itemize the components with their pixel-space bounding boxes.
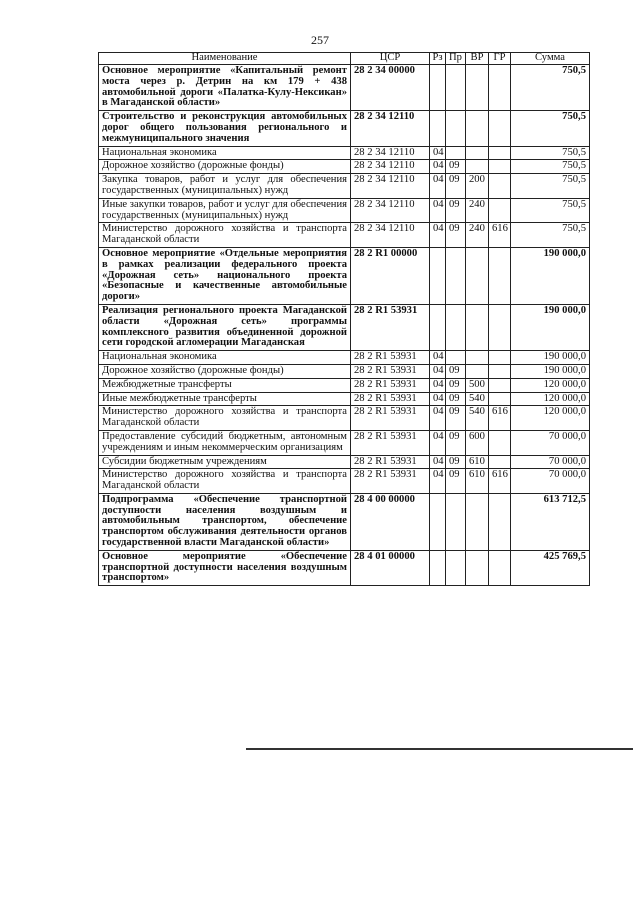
cell-vr [466, 247, 489, 304]
cell-gr [489, 493, 511, 550]
cell-vr: 540 [466, 392, 489, 406]
cell-name: Основное мероприятие «Капитальный ремонт моста через р. Детрин на км 179 + 438 автомобильной дороги «Палатка-Кулу-Нексикан» в Магаданской области» [99, 65, 351, 111]
cell-gr [489, 65, 511, 111]
cell-name: Подпрограмма «Обеспечение транспортной доступности населения воздушным и автомобильным транспортом, обеспечение транспортом обслуживания деятельности органов государственной власти Магаданской области» [99, 493, 351, 550]
cell-sum: 190 000,0 [511, 247, 590, 304]
cell-csr: 28 2 34 12110 [351, 198, 430, 223]
cell-name: Субсидии бюджетным учреждениям [99, 455, 351, 469]
header-pr: Пр [446, 53, 466, 65]
cell-vr [466, 550, 489, 585]
cell-pr [446, 304, 466, 350]
cell-gr [489, 455, 511, 469]
table-header-row [99, 53, 590, 65]
cell-sum: 750,5 [511, 65, 590, 111]
cell-csr: 28 2 R1 53931 [351, 469, 430, 494]
cell-name: Дорожное хозяйство (дорожные фонды) [99, 160, 351, 174]
cell-vr: 610 [466, 455, 489, 469]
cell-sum: 750,5 [511, 198, 590, 223]
table-row [99, 455, 590, 469]
table-row [99, 550, 590, 585]
cell-pr: 09 [446, 469, 466, 494]
cell-pr [446, 111, 466, 146]
cell-rz: 04 [430, 146, 446, 160]
cell-csr: 28 2 R1 53931 [351, 378, 430, 392]
cell-name: Национальная экономика [99, 146, 351, 160]
cell-sum: 120 000,0 [511, 392, 590, 406]
cell-rz: 04 [430, 406, 446, 431]
cell-name: Министерство дорожного хозяйства и транспорта Магаданской области [99, 223, 351, 248]
cell-name: Министерство дорожного хозяйства и транспорта Магаданской области [99, 469, 351, 494]
table-row [99, 160, 590, 174]
cell-gr [489, 160, 511, 174]
cell-csr: 28 2 34 12110 [351, 160, 430, 174]
cell-sum: 70 000,0 [511, 469, 590, 494]
header-vr: ВР [466, 53, 489, 65]
cell-pr: 09 [446, 406, 466, 431]
cell-vr [466, 65, 489, 111]
header-gr: ГР [489, 53, 511, 65]
cell-rz: 04 [430, 469, 446, 494]
cell-gr: 616 [489, 223, 511, 248]
cell-sum: 750,5 [511, 174, 590, 199]
cell-sum: 120 000,0 [511, 406, 590, 431]
table-row [99, 111, 590, 146]
table-row [99, 392, 590, 406]
cell-sum: 70 000,0 [511, 455, 590, 469]
cell-gr [489, 247, 511, 304]
cell-rz [430, 65, 446, 111]
cell-gr [489, 392, 511, 406]
cell-rz: 04 [430, 223, 446, 248]
cell-vr [466, 364, 489, 378]
cell-gr [489, 364, 511, 378]
cell-csr: 28 2 R1 53931 [351, 364, 430, 378]
cell-pr [446, 247, 466, 304]
cell-pr: 09 [446, 430, 466, 455]
cell-name: Основное мероприятие «Отдельные мероприятия в рамках реализации федерального проекта «Дорожная сеть» национального проекта «Безопасные и качественные автомобильные дороги» [99, 247, 351, 304]
cell-name: Строительство и реконструкция автомобильных дорог общего пользования регионального и межмуниципального значения [99, 111, 351, 146]
cell-vr: 240 [466, 223, 489, 248]
table-row [99, 406, 590, 431]
header-name: Наименование [99, 53, 351, 65]
header-rz: Рз [430, 53, 446, 65]
cell-csr: 28 2 R1 53931 [351, 392, 430, 406]
cell-csr: 28 2 34 12110 [351, 223, 430, 248]
table-row [99, 351, 590, 365]
cell-rz: 04 [430, 160, 446, 174]
cell-pr: 09 [446, 223, 466, 248]
table-row [99, 378, 590, 392]
cell-sum: 190 000,0 [511, 364, 590, 378]
cell-name: Основное мероприятие «Обеспечение транспортной доступности населения воздушным транспортом» [99, 550, 351, 585]
cell-rz: 04 [430, 430, 446, 455]
cell-sum: 190 000,0 [511, 304, 590, 350]
table-row [99, 493, 590, 550]
cell-vr: 600 [466, 430, 489, 455]
cell-gr [489, 304, 511, 350]
cell-rz: 04 [430, 455, 446, 469]
cell-csr: 28 2 R1 53931 [351, 430, 430, 455]
cell-vr [466, 493, 489, 550]
cell-csr: 28 4 01 00000 [351, 550, 430, 585]
cell-gr: 616 [489, 406, 511, 431]
cell-sum: 750,5 [511, 111, 590, 146]
table-row [99, 198, 590, 223]
cell-name: Национальная экономика [99, 351, 351, 365]
cell-pr: 09 [446, 174, 466, 199]
cell-gr [489, 378, 511, 392]
cell-sum: 190 000,0 [511, 351, 590, 365]
cell-csr: 28 2 R1 00000 [351, 247, 430, 304]
cell-vr: 200 [466, 174, 489, 199]
table-row [99, 469, 590, 494]
cell-vr [466, 351, 489, 365]
cell-rz: 04 [430, 198, 446, 223]
cell-pr: 09 [446, 392, 466, 406]
cell-rz: 04 [430, 378, 446, 392]
cell-pr: 09 [446, 455, 466, 469]
table-row [99, 146, 590, 160]
cell-csr: 28 2 R1 53931 [351, 304, 430, 350]
cell-pr [446, 550, 466, 585]
cell-vr [466, 111, 489, 146]
cell-pr: 09 [446, 364, 466, 378]
table-row [99, 364, 590, 378]
cell-name: Дорожное хозяйство (дорожные фонды) [99, 364, 351, 378]
cell-vr [466, 304, 489, 350]
cell-csr: 28 2 34 12110 [351, 146, 430, 160]
cell-csr: 28 2 R1 53931 [351, 406, 430, 431]
cell-csr: 28 4 00 00000 [351, 493, 430, 550]
cell-name: Предоставление субсидий бюджетным, автономным учреждениям и иным некоммерческим организациям [99, 430, 351, 455]
table-row [99, 223, 590, 248]
cell-sum: 120 000,0 [511, 378, 590, 392]
cell-pr [446, 351, 466, 365]
cell-csr: 28 2 34 00000 [351, 65, 430, 111]
budget-table [98, 52, 590, 586]
cell-name: Иные межбюджетные трансферты [99, 392, 351, 406]
header-csr: ЦСР [351, 53, 430, 65]
cell-vr: 540 [466, 406, 489, 431]
cell-csr: 28 2 R1 53931 [351, 351, 430, 365]
cell-name: Закупка товаров, работ и услуг для обеспечения государственных (муниципальных) нужд [99, 174, 351, 199]
cell-gr [489, 111, 511, 146]
table-body [99, 65, 590, 586]
cell-gr [489, 198, 511, 223]
cell-pr: 09 [446, 160, 466, 174]
cell-rz [430, 304, 446, 350]
table-row [99, 174, 590, 199]
cell-pr: 09 [446, 198, 466, 223]
cell-pr: 09 [446, 378, 466, 392]
page-number: 257 [311, 33, 329, 47]
table-row [99, 304, 590, 350]
cell-rz [430, 111, 446, 146]
cell-sum: 750,5 [511, 223, 590, 248]
cell-rz [430, 247, 446, 304]
cell-pr [446, 493, 466, 550]
cell-name: Иные закупки товаров, работ и услуг для обеспечения государственных (муниципальных) нужд [99, 198, 351, 223]
table-row [99, 247, 590, 304]
cell-rz: 04 [430, 392, 446, 406]
cell-csr: 28 2 R1 53931 [351, 455, 430, 469]
footer-rule [246, 748, 633, 750]
cell-sum: 70 000,0 [511, 430, 590, 455]
cell-name: Министерство дорожного хозяйства и транспорта Магаданской области [99, 406, 351, 431]
cell-vr [466, 146, 489, 160]
cell-rz [430, 493, 446, 550]
header-sum: Сумма [511, 53, 590, 65]
cell-gr [489, 430, 511, 455]
cell-rz: 04 [430, 351, 446, 365]
cell-gr: 616 [489, 469, 511, 494]
cell-name: Реализация регионального проекта Магаданской области «Дорожная сеть» программы комплексного развития объединенной дорожной сети городской агломерации Магаданская [99, 304, 351, 350]
cell-rz: 04 [430, 174, 446, 199]
cell-sum: 613 712,5 [511, 493, 590, 550]
cell-sum: 425 769,5 [511, 550, 590, 585]
table-row [99, 430, 590, 455]
cell-rz [430, 550, 446, 585]
cell-gr [489, 174, 511, 199]
cell-sum: 750,5 [511, 146, 590, 160]
cell-vr: 610 [466, 469, 489, 494]
table-row [99, 65, 590, 111]
cell-csr: 28 2 34 12110 [351, 111, 430, 146]
cell-vr: 240 [466, 198, 489, 223]
cell-gr [489, 146, 511, 160]
cell-rz: 04 [430, 364, 446, 378]
cell-gr [489, 351, 511, 365]
cell-vr: 500 [466, 378, 489, 392]
cell-vr [466, 160, 489, 174]
cell-csr: 28 2 34 12110 [351, 174, 430, 199]
cell-gr [489, 550, 511, 585]
cell-sum: 750,5 [511, 160, 590, 174]
cell-name: Межбюджетные трансферты [99, 378, 351, 392]
cell-pr [446, 146, 466, 160]
cell-pr [446, 65, 466, 111]
